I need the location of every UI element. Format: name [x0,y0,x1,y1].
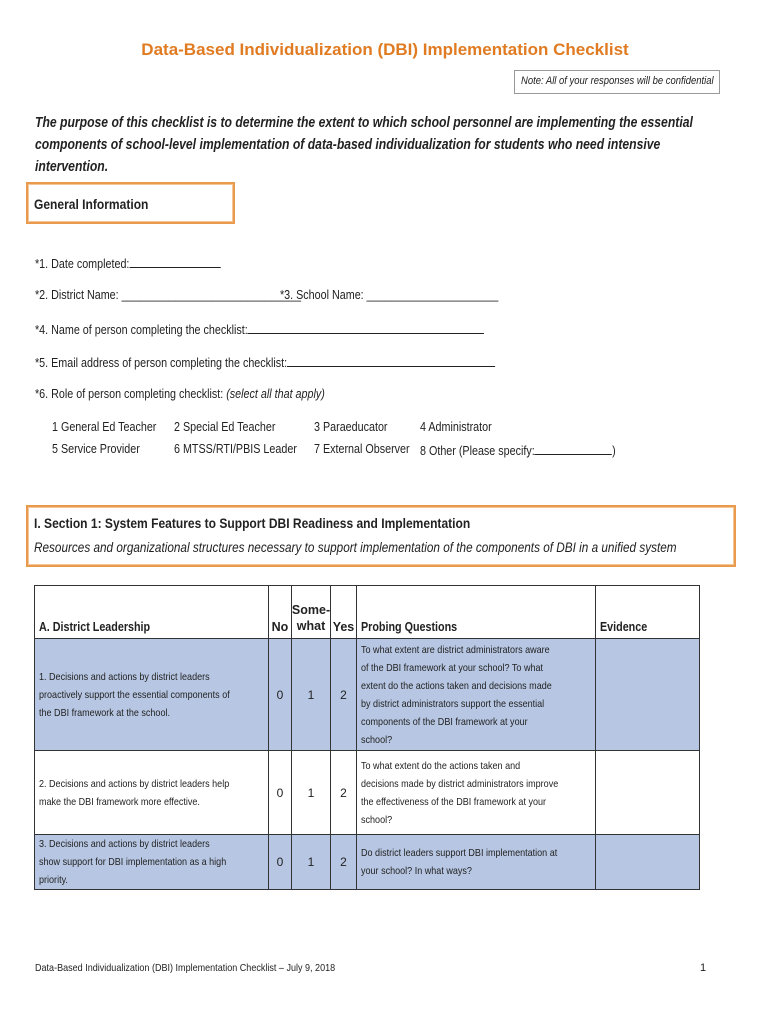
role-option-2[interactable]: 2 Special Ed Teacher [174,420,276,434]
rating-somewhat[interactable]: 1 [291,751,330,835]
general-info-heading: General Information [34,196,149,212]
header-item: A. District Leadership [35,586,269,639]
document-title: Data-Based Individualization (DBI) Implementation Checklist [141,40,629,59]
q3-school-name[interactable]: *3. School Name: ______________________ [280,288,499,302]
header-somewhat [291,586,330,639]
header-probing: Probing Questions [356,586,595,639]
checklist-table [34,585,700,890]
q2-district-name[interactable]: *2. District Name: ______________________________ [35,288,301,302]
rating-somewhat[interactable]: 1 [291,835,330,890]
section1-subtitle: Resources and organizational structures necessary to support implementation of the components of DBI in a unified system [34,539,677,555]
purpose-statement: The purpose of this checklist is to determine the extent to which school personnel are implementing the essential components of school-level implementation of data-based individualization for students who need intensive intervention. [35,115,693,175]
other-role-field[interactable] [535,442,612,455]
row-item: 2. Decisions and actions by district leaders help make the DBI framework more effective. [35,751,269,835]
q5-email [35,354,495,370]
rating-yes[interactable]: 2 [331,751,357,835]
q4-person-name [35,321,484,337]
probing-questions: To what extent are district administrators aware of the DBI framework at your school? To what extent do the actions taken and decisions made by district administrators support the essential components of the DBI framework at your school? [356,639,595,751]
table-row [35,639,700,751]
role-option-8-label[interactable]: 8 Other (Please specify: [420,444,535,458]
q5-label: *5. Email address of person completing the checklist: [35,356,288,370]
rating-somewhat[interactable]: 1 [291,639,330,751]
rating-no[interactable]: 0 [269,751,292,835]
rating-yes[interactable]: 2 [331,639,357,751]
evidence-field[interactable] [595,639,699,751]
page-footer: Data-Based Individualization (DBI) Implementation Checklist – July 9, 2018 [35,962,336,974]
row-item: 1. Decisions and actions by district leaders proactively support the essential components of the DBI framework at the school. [35,639,269,751]
page-number: 1 [700,962,707,974]
role-option-6[interactable]: 6 MTSS/RTI/PBIS Leader [174,442,297,456]
header-evidence: Evidence [595,586,699,639]
section1-title: I. Section 1: System Features to Support DBI Readiness and Implementation [34,515,471,531]
role-option-4[interactable]: 4 Administrator [420,420,492,434]
date-completed-field[interactable] [129,255,220,268]
role-option-8 [420,442,616,458]
header-somewhat-line1: Some- [291,603,331,617]
rating-no[interactable]: 0 [269,639,292,751]
role-option-7[interactable]: 7 External Observer [314,442,410,456]
confidentiality-note-text: Note: All of your responses will be confidential [521,75,714,87]
q1-label: *1. Date completed: [35,257,130,271]
confidentiality-note [514,70,720,94]
q4-label: *4. Name of person completing the checklist: [35,323,248,337]
q6-role [35,387,325,401]
table-row [35,835,700,890]
evidence-field[interactable] [595,751,699,835]
role-option-8-close: ) [612,444,616,458]
role-option-3[interactable]: 3 Paraeducator [314,420,388,434]
role-option-1[interactable]: 1 General Ed Teacher [52,420,157,434]
header-yes: Yes [331,586,357,639]
q6-hint: (select all that apply) [226,387,325,401]
email-field[interactable] [287,354,495,367]
probing-questions: Do district leaders support DBI implementation at your school? In what ways? [356,835,595,890]
person-name-field[interactable] [248,321,485,334]
rating-no[interactable]: 0 [269,835,292,890]
table-header-row [35,586,700,639]
row-item: 3. Decisions and actions by district leaders show support for DBI implementation as a high priority. [35,835,269,890]
header-somewhat-line2: what [296,619,326,633]
q1-date-completed [35,255,221,271]
header-no: No [269,586,292,639]
rating-yes[interactable]: 2 [331,835,357,890]
evidence-field[interactable] [595,835,699,890]
probing-questions: To what extent do the actions taken and decisions made by district administrators improve the effectiveness of the DBI framework at your school? [356,751,595,835]
role-option-5[interactable]: 5 Service Provider [52,442,140,456]
table-row [35,751,700,835]
q6-label: *6. Role of person completing checklist: [35,387,224,401]
